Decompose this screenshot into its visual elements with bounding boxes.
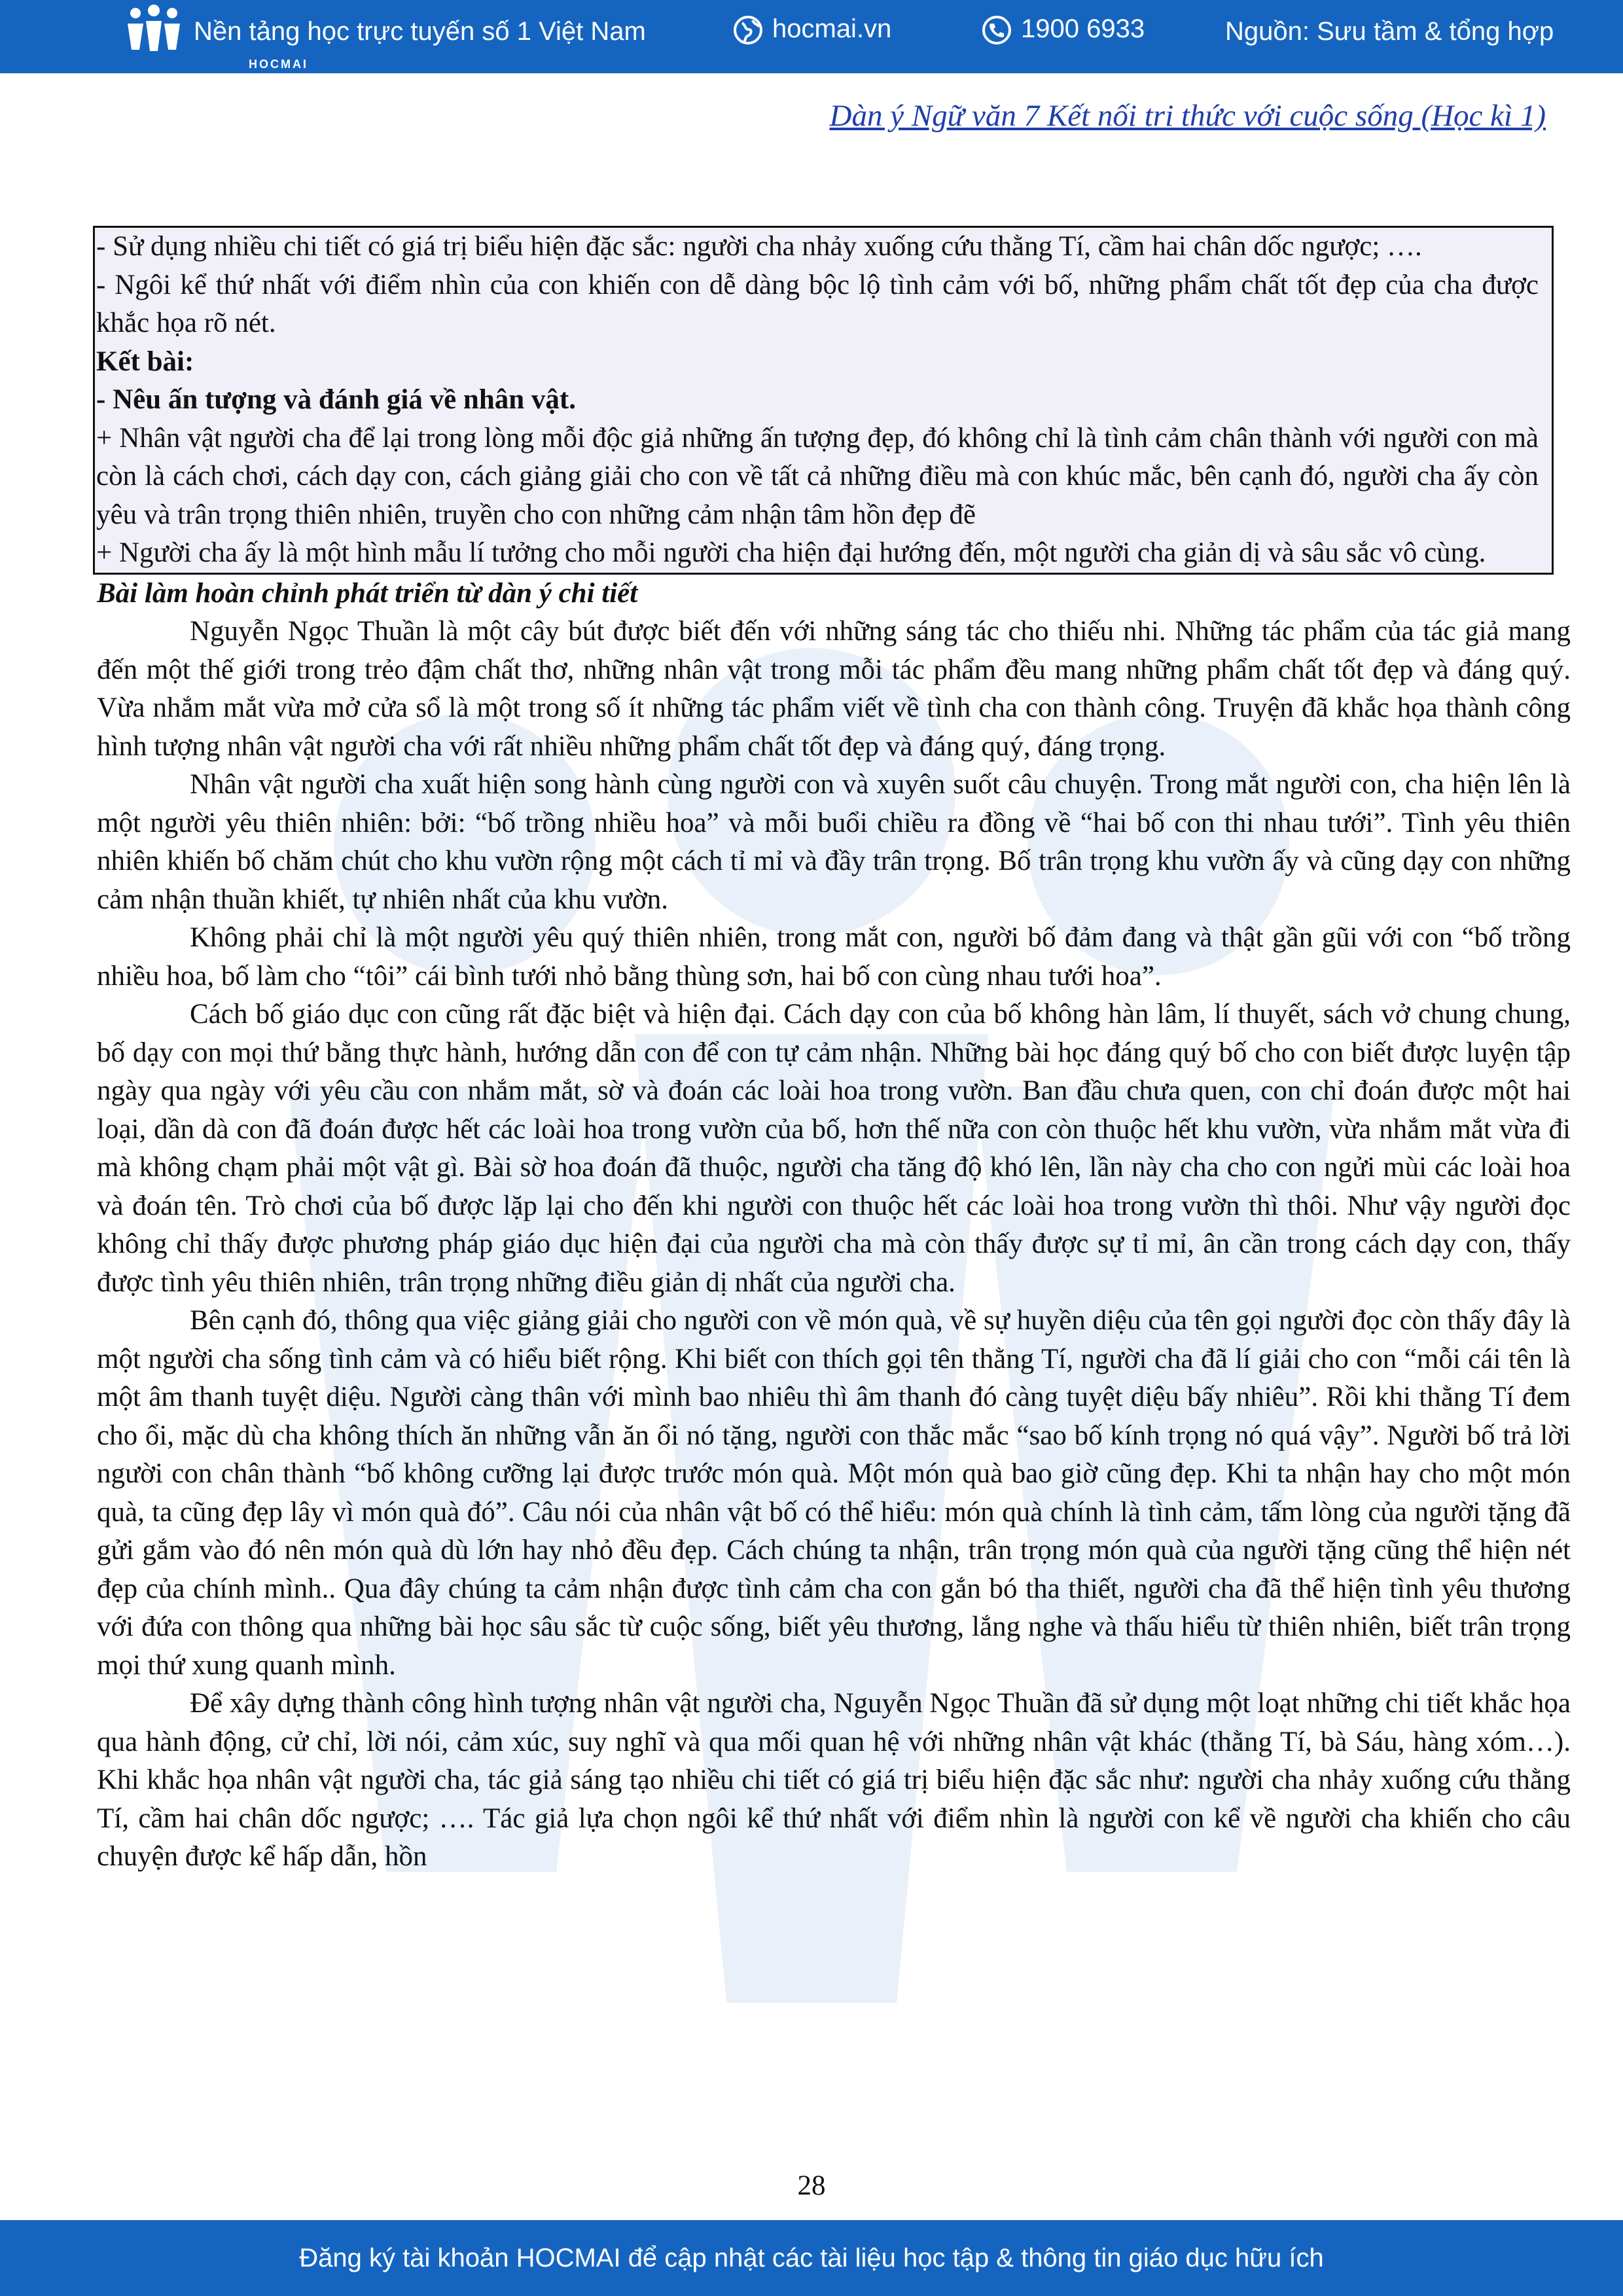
footer-text: Đăng ký tài khoản HOCMAI để cập nhật các tài liệu học tập & thông tin giáo dục hữu ích — [299, 2244, 1324, 2272]
conclusion-point: + Người cha ấy là một hình mẫu lí tưởng cho mỗi người cha hiện đại hướng đến, một người cha giản dị và sâu sắc vô cùng. — [96, 537, 1486, 568]
outline-box — [93, 226, 1554, 575]
website-text: hocmai.vn — [772, 14, 892, 43]
essay-paragraph: Bên cạnh đó, thông qua việc giảng giải cho người con về món quà, về sự huyền diệu của tên gọi người đọc còn thấy đây là một người cha sống tình cảm và có hiểu biết rộng. Khi biết con thích gọi tên thằng Tí, người cha đã lí giải cho con “mỗi cái tên là một âm thanh tuyệt diệu. Người càng thân với mình bao nhiêu thì âm thanh đó càng tuyệt diệu bấy nhiêu”. Rồi khi thằng Tí đem cho ổi, mặc dù cha không thích ăn những vẫn ăn ổi nó tặng, người con thắc mắc “sao bố kính trọng nó quá vậy”. Người bố trả lời người con chân thành “bố không cưỡng lại được trước món quà. Một món quà bao giờ cũng đẹp. Khi ta nhận hay cho một món quà, ta cũng đẹp lây vì món quà đó”. Câu nói của nhân vật bố có thể hiểu: món quà chính là tình cảm, tấm lòng của người tặng đã gửi gắm vào đó nên món quà dù lớn hay nhỏ đều đẹp. Cách chúng ta nhận, trân trọng món quà của người tặng cũng thể hiện nét đẹp của chính mình.. Qua đây chúng ta cảm nhận được tình cảm cha con gắn bó tha thiết, người cha đã thể hiện tình yêu thương với đứa con thông qua những bài học sâu sắc từ cuộc sống, biết yêu thương, lắng nghe và thấu hiểu từ thiên nhiên, biết trân trọng mọi thứ xung quanh mình. — [97, 1305, 1571, 1681]
globe-icon — [733, 15, 763, 45]
logo-text: HOCMAI — [249, 58, 308, 71]
header-source: Nguồn: Sưu tầm & tổng hợp — [1225, 17, 1554, 46]
header-slogan: Nền tảng học trực tuyến số 1 Việt Nam — [194, 17, 646, 46]
essay-paragraph: Không phải chỉ là một người yêu quý thiên nhiên, trong mắt con, người bố đảm đang và thật gần gũi với con “bố trồng nhiều hoa, bố làm cho “tôi” cái bình tưới nhỏ bằng thùng sơn, hai bố con cùng nhau tưới hoa”. — [97, 922, 1571, 992]
conclusion-heading: Kết bài: — [96, 346, 194, 377]
hocmai-logo-icon — [121, 4, 187, 56]
header-phone[interactable] — [982, 14, 1145, 45]
essay-heading: Bài làm hoàn chỉnh phát triển từ dàn ý chi tiết — [97, 577, 638, 609]
conclusion-subheading: - Nêu ấn tượng và đánh giá về nhân vật. — [96, 384, 576, 415]
essay-paragraph: Nguyễn Ngọc Thuần là một cây bút được biết đến với những sáng tác cho thiếu nhi. Những tác phẩm của tác giả mang đến một thế giới trong trẻo đậm chất thơ, những nhân vật trong mỗi tác phẩm đều mang những phẩm chất tốt đẹp và đáng quý. Vừa nhắm mắt vừa mở cửa sổ là một trong số ít những tác phẩm viết về tình cha con thành công. Truyện đã khắc họa thành công hình tượng nhân vật người cha với rất nhiều những phẩm chất tốt đẹp và đáng quý, đáng trọng. — [97, 616, 1571, 762]
document-title: Dàn ý Ngữ văn 7 Kết nối tri thức với cuộc sống (Học kì 1) — [829, 99, 1546, 133]
outline-line: - Ngôi kể thứ nhất với điểm nhìn của con khiến con dễ dàng bộc lộ tình cảm với bố, những phẩm chất tốt đẹp của cha được khắc họa rõ nét. — [96, 269, 1539, 338]
page-number: 28 — [797, 2170, 826, 2201]
header-bar — [0, 0, 1623, 73]
header-website[interactable] — [733, 14, 891, 45]
phone-text: 1900 6933 — [1021, 14, 1145, 43]
footer-bar[interactable] — [0, 2220, 1623, 2296]
conclusion-point: + Nhân vật người cha để lại trong lòng mỗi độc giả những ấn tượng đẹp, đó không chỉ là tình cảm chân thành với người con mà còn là cách chơi, cách dạy con, cách giảng giải cho con về tất cả những điều mà con khúc mắc, bên cạnh đó, người cha ấy còn yêu và trân trọng thiên nhiên, truyền cho con những cảm nhận tâm hồn đẹp đẽ — [96, 422, 1539, 530]
essay-body — [97, 613, 1571, 1876]
outline-line: - Sử dụng nhiều chi tiết có giá trị biểu hiện đặc sắc: người cha nhảy xuống cứu thằng Tí, cầm hai chân dốc ngược; …. — [96, 231, 1422, 262]
essay-paragraph: Nhân vật người cha xuất hiện song hành cùng người con và xuyên suốt câu chuyện. Trong mắt người con, cha hiện lên là một người yêu thiên nhiên: bởi: “bố trồng nhiều hoa” và mỗi buổi chiều ra đồng về “hai bố con thi nhau tưới”. Tình yêu thiên nhiên khiến bố chăm chút cho khu vườn rộng một cách tỉ mỉ và đầy trân trọng. Bố trân trọng khu vườn ấy và cũng dạy con những cảm nhận thuần khiết, tự nhiên nhất của khu vườn. — [97, 769, 1571, 915]
essay-paragraph: Cách bố giáo dục con cũng rất đặc biệt và hiện đại. Cách dạy con của bố không hàn lâm, lí thuyết, sách vở chung chung, bố dạy con mọi thứ bằng thực hành, hướng dẫn con để con tự cảm nhận. Những bài học đáng quý bố cho con biết được luyện tập ngày qua ngày với yêu cầu con nhắm mắt, sờ và đoán các loài hoa trong vườn. Ban đầu chưa quen, con chỉ đoán được một hai loại, dần dà con đã đoán được hết các loài hoa trong vườn của bố, hơn thế nữa con còn thuộc hết khu vườn, vừa nhắm mắt vừa đi mà không chạm phải một vật gì. Bài sờ hoa đoán đã thuộc, người cha tăng độ khó lên, lần này cha cho con ngửi mùi các loài hoa và đoán tên. Trò chơi của bố được lặp lại cho đến khi người con thuộc hết các loài hoa trong vườn thì thôi. Như vậy người đọc không chỉ thấy được phương pháp giáo dục hiện đại của người cha mà còn thấy được sự tỉ mỉ, ân cần trong cách dạy con, thấy được tình yêu thiên nhiên, trân trọng những điều giản dị nhất của người cha. — [97, 999, 1571, 1298]
hocmai-logo[interactable] — [121, 4, 308, 71]
phone-icon — [982, 15, 1012, 45]
essay-paragraph: Để xây dựng thành công hình tượng nhân vật người cha, Nguyễn Ngọc Thuần đã sử dụng một loạt những chi tiết khắc họa qua hành động, cử chỉ, lời nói, cảm xúc, suy nghĩ và qua mối quan hệ với những nhân vật khác (thằng Tí, bà Sáu, hàng xóm…). Khi khắc họa nhân vật người cha, tác giả sáng tạo nhiều chi tiết có giá trị biểu hiện đặc sắc như: người cha nhảy xuống cứu thằng Tí, cầm hai chân dốc ngược; …. Tác giả lựa chọn ngôi kể thứ nhất với điểm nhìn là người con kể về người cha khiến cho câu chuyện được kể hấp dẫn, hồn — [97, 1688, 1571, 1872]
page-content — [97, 226, 1571, 1876]
